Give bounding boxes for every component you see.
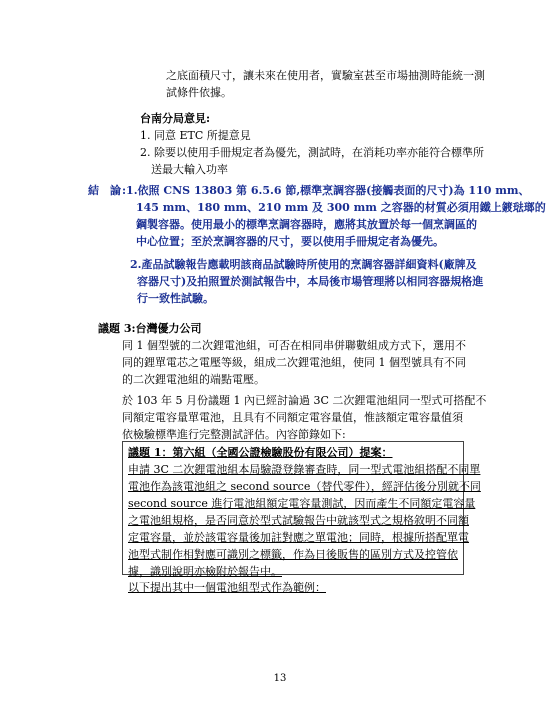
topic3-paragraph-2 <box>122 392 487 443</box>
tainan-item-2: 2. 除要以使用手冊規定者為優先，測試時，在消耗功率亦能符合標準所 <box>140 146 484 159</box>
text-line: 的二次鋰電池組的端點電壓。 <box>122 373 265 386</box>
quote-title: 議題 1：第六組（全國公證檢驗股份有限公司）提案： <box>128 446 393 459</box>
quote-line: 池型式制作相對應可識別之標籤，作為日後販售的區別方式及控管依 <box>128 548 458 561</box>
text-line: 依檢驗標準進行完整測試評估。內容節錄如下: <box>122 428 346 441</box>
conclusion-line: 中心位置；至於烹調容器的尺寸，要以使用手冊規定者為優先。 <box>136 235 444 248</box>
quote-line: 電池作為該電池組之 second source（替代零件），經評估後分別就不同 <box>128 480 481 493</box>
text-line: 之底面積尺寸，讓未來在使用者，實驗室甚至市場抽測時能統一測 <box>166 69 485 82</box>
text-line: 同 1 個型號的二次鋰電池組，可否在相同串併聯數組成方式下，選用不 <box>122 339 466 352</box>
tainan-title: 台南分局意見: <box>140 112 211 125</box>
topic3-paragraph-1 <box>122 337 466 388</box>
company-name: 台灣優力公司 <box>135 322 202 335</box>
tainan-item-1: 1. 同意 ETC 所提意見 <box>140 129 251 142</box>
conclusion-line: 行一致性試驗。 <box>137 292 214 305</box>
conclusion-item-1 <box>122 182 546 250</box>
conclusion-line: 鋼製容器。使用最小的標準烹調容器時，應將其放置於每一個烹調區的 <box>136 218 477 231</box>
quote-line: 定電容量，並於該電容量後加註對應之單電池；同時，根據所搭配單電 <box>128 531 469 544</box>
conclusion-line: 2.產品試驗報告應載明該商品試驗時所使用的烹調容器詳細資料(廠牌及 <box>130 258 477 271</box>
conclusion-line: 容器尺寸)及拍照置於測試報告中，本局後市場管理將以相同容器規格進 <box>137 275 484 288</box>
quote-line: 據，識別說明亦檢附於報告中。 <box>128 565 282 578</box>
tainan-item-2-continued: 送最大輸入功率 <box>151 163 228 176</box>
page-number: 13 <box>273 673 287 684</box>
example-intro: 以下提出其中一個電池組型式作為範例： <box>128 581 326 594</box>
text-line: 試條件依據。 <box>166 86 232 99</box>
text-line: 同的鋰單電芯之電壓等級，組成二次鋰電池組，使同 1 個型號具有不同 <box>122 356 466 369</box>
quote-line: 申請 3C 二次鋰電池組本局驗證登錄審查時，同一型式電池組搭配不同單 <box>128 463 481 476</box>
conclusion-label: 結 論 <box>88 184 121 197</box>
quote-line: second source 進行電池組額定電容量測試，因而產生不同額定電容量 <box>128 497 476 510</box>
text-line: 於 103 年 5 月份議題 1 內已經討論過 3C 二次鋰電池組同一型式可搭配不 <box>122 394 487 407</box>
conclusion-item-2 <box>130 256 484 307</box>
intro-paragraph <box>166 67 485 101</box>
tainan-opinion <box>140 110 484 178</box>
quoted-excerpt <box>128 444 481 580</box>
text-line: 同額定電容量單電池，且具有不同額定電容量值，惟該額定電容量值須 <box>122 411 463 424</box>
quote-line: 之電池組規格，是否同意於型式試驗報告中就該型式之規格敘明不同額 <box>128 514 469 527</box>
topic-label: 議題 3: <box>98 322 136 335</box>
topic3-label <box>98 320 202 337</box>
conclusion-line: :1.依照 CNS 13803 第 6.5.6 節,標準烹調容器(接觸表面的尺寸)為 110 mm、 <box>122 184 530 197</box>
conclusion-line: 145 mm、180 mm、210 mm 及 300 mm 之容器的材質必須用鐵上鍍琺瑯的 <box>136 201 546 214</box>
